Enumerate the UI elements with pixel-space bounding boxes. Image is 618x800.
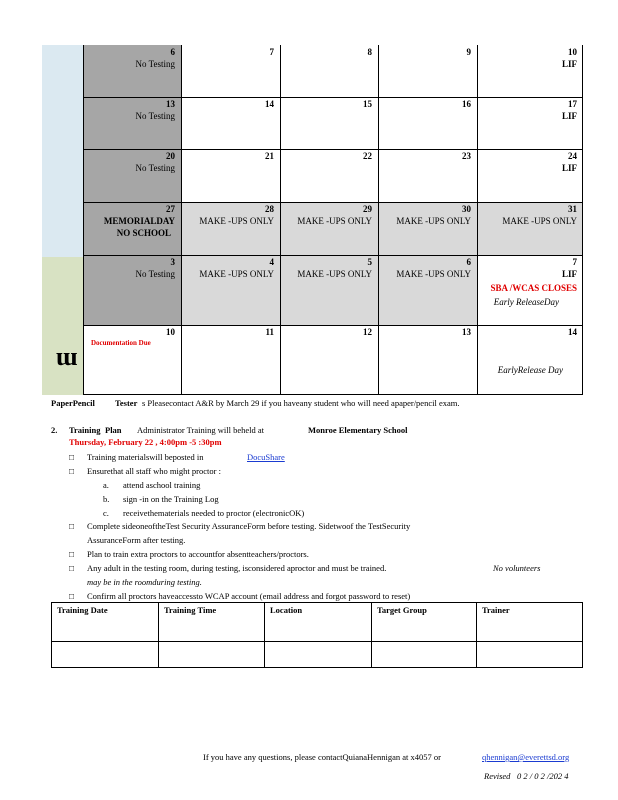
paper-pencil-label: PaperPencil bbox=[51, 398, 95, 408]
day-number: 31 bbox=[568, 204, 577, 214]
day-number: 14 bbox=[265, 99, 274, 109]
day-number: 29 bbox=[363, 204, 372, 214]
day-number: 20 bbox=[166, 151, 175, 161]
calendar-day bbox=[280, 149, 378, 202]
table-divider bbox=[371, 603, 372, 667]
day-number: 28 bbox=[265, 204, 274, 214]
month-label: m bbox=[56, 347, 78, 376]
volunteer-note: No volunteers bbox=[493, 563, 541, 573]
calendar-day bbox=[280, 255, 378, 325]
early-release-note: Early ReleaseDay bbox=[493, 297, 559, 307]
calendar-day bbox=[83, 255, 181, 325]
list-bullet: □ bbox=[69, 591, 75, 601]
day-note: LIF bbox=[561, 59, 577, 69]
footer-questions: If you have any questions, please contactQuianaHennigan at x4057 or bbox=[203, 752, 441, 762]
grid-line bbox=[83, 325, 583, 326]
list-bullet: □ bbox=[69, 549, 75, 559]
calendar-day bbox=[477, 149, 583, 202]
day-number: 24 bbox=[568, 151, 577, 161]
grid-line bbox=[83, 394, 583, 395]
day-note: No Testing bbox=[135, 111, 175, 121]
sidebar-top-band bbox=[42, 45, 83, 257]
table-header-date: Training Date bbox=[57, 605, 108, 615]
calendar-day bbox=[181, 255, 280, 325]
calendar-day bbox=[181, 325, 280, 395]
day-note: MAKE -UPS ONLY bbox=[297, 216, 372, 226]
day-number: 16 bbox=[462, 99, 471, 109]
table-divider bbox=[476, 603, 477, 667]
list-bullet: □ bbox=[69, 466, 75, 476]
list-bullet: b. bbox=[103, 494, 110, 504]
table-row-divider bbox=[52, 641, 582, 642]
training-number: 2. bbox=[51, 425, 58, 435]
calendar-day bbox=[378, 255, 477, 325]
day-note: MAKE -UPS ONLY bbox=[199, 216, 274, 226]
day-number: 7 bbox=[269, 47, 274, 57]
calendar-day bbox=[181, 97, 280, 149]
day-number: 10 bbox=[166, 327, 175, 337]
grid-line bbox=[83, 97, 583, 98]
day-note: LIF bbox=[561, 111, 577, 121]
day-number: 30 bbox=[462, 204, 471, 214]
calendar-day bbox=[83, 45, 181, 97]
table-divider bbox=[264, 603, 265, 667]
calendar-day bbox=[83, 202, 181, 255]
closing-notice: SBA /WCAS CLOSES bbox=[490, 283, 577, 293]
day-note-secondary: NO SCHOOL bbox=[116, 228, 171, 238]
list-item: Training materialswill beposted in bbox=[87, 452, 204, 462]
list-bullet: □ bbox=[69, 452, 75, 462]
footer-revised-date: 0 2 / 0 2 /202 4 bbox=[517, 771, 569, 781]
calendar-day bbox=[378, 45, 477, 97]
calendar-day bbox=[280, 202, 378, 255]
day-number: 7 bbox=[572, 257, 577, 267]
early-release-note: EarlyRelease Day bbox=[497, 365, 563, 375]
training-title-b: Plan bbox=[105, 425, 122, 435]
calendar-day bbox=[181, 202, 280, 255]
calendar-day bbox=[477, 255, 583, 325]
day-number: 17 bbox=[568, 99, 577, 109]
list-item: Ensurethat all staff who might proctor : bbox=[87, 466, 221, 476]
day-number: 13 bbox=[166, 99, 175, 109]
list-item: sign -in on the Training Log bbox=[123, 494, 219, 504]
day-note: No Testing bbox=[135, 59, 175, 69]
day-number: 9 bbox=[466, 47, 471, 57]
training-table bbox=[51, 602, 583, 668]
list-item: receivethematerials needed to proctor (electronicOK) bbox=[123, 508, 305, 518]
day-number: 14 bbox=[568, 327, 577, 337]
docushare-link[interactable]: DocuShare bbox=[247, 452, 285, 462]
list-item: Any adult in the testing room, during testing, isconsidered aproctor and must be trained. bbox=[87, 563, 387, 573]
day-note: LIF bbox=[561, 269, 577, 279]
day-number: 23 bbox=[462, 151, 471, 161]
day-number: 11 bbox=[265, 327, 274, 337]
calendar-day bbox=[83, 97, 181, 149]
grid-line bbox=[83, 149, 583, 150]
day-number: 22 bbox=[363, 151, 372, 161]
calendar-day bbox=[280, 97, 378, 149]
calendar-day bbox=[477, 97, 583, 149]
calendar-day bbox=[378, 97, 477, 149]
calendar-day bbox=[181, 45, 280, 97]
day-number: 12 bbox=[363, 327, 372, 337]
calendar-day bbox=[477, 202, 583, 255]
day-number: 3 bbox=[170, 257, 175, 267]
day-number: 21 bbox=[265, 151, 274, 161]
calendar-day bbox=[378, 202, 477, 255]
table-header-target-group: Target Group bbox=[377, 605, 427, 615]
day-number: 10 bbox=[568, 47, 577, 57]
calendar-day bbox=[181, 149, 280, 202]
table-header-time: Training Time bbox=[164, 605, 217, 615]
footer-email-link[interactable]: qhennigan@everettsd.org bbox=[482, 752, 570, 762]
paper-pencil-tester: Tester bbox=[115, 398, 138, 408]
list-bullet: □ bbox=[69, 563, 75, 573]
list-item: AssuranceForm after testing. bbox=[87, 535, 186, 545]
calendar-day bbox=[83, 325, 181, 395]
grid-line bbox=[83, 202, 583, 203]
day-number: 8 bbox=[367, 47, 372, 57]
table-divider bbox=[158, 603, 159, 667]
calendar-grid bbox=[83, 45, 583, 395]
training-title-c: Administrator Training will beheld at bbox=[137, 425, 265, 435]
documentation-due-note: Documentation Due bbox=[91, 339, 151, 347]
list-bullet: c. bbox=[103, 508, 109, 518]
day-number: 4 bbox=[269, 257, 274, 267]
grid-line bbox=[83, 255, 583, 256]
calendar-day bbox=[280, 325, 378, 395]
footer-revised-label: Revised bbox=[484, 771, 511, 781]
day-number: 15 bbox=[363, 99, 372, 109]
day-note: No Testing bbox=[135, 163, 175, 173]
list-item: attend aschool training bbox=[123, 480, 201, 490]
calendar-day bbox=[477, 45, 583, 97]
calendar-day bbox=[477, 325, 583, 395]
calendar-day bbox=[378, 149, 477, 202]
day-note: No Testing bbox=[135, 269, 175, 279]
calendar-day bbox=[83, 149, 181, 202]
day-note: MAKE -UPS ONLY bbox=[396, 269, 471, 279]
table-header-trainer: Trainer bbox=[482, 605, 510, 615]
list-item: Plan to train extra proctors to accountfor absentteachers/proctors. bbox=[87, 549, 309, 559]
day-number: 6 bbox=[466, 257, 471, 267]
list-bullet: □ bbox=[69, 521, 75, 531]
list-bullet: a. bbox=[103, 480, 109, 490]
day-note: MAKE -UPS ONLY bbox=[199, 269, 274, 279]
training-title-a: Training bbox=[69, 425, 101, 435]
day-number: 13 bbox=[462, 327, 471, 337]
volunteer-note: may be in the roomduring testing. bbox=[87, 577, 202, 587]
paper-pencil-text: s Pleasecontact A&R by March 29 if you haveany student who will need apaper/pencil exam. bbox=[142, 398, 460, 408]
day-note: MEMORIALDAY bbox=[103, 216, 175, 226]
list-item: Confirm all proctors haveaccessto WCAP account (email address and forgot password to reset) bbox=[87, 591, 411, 601]
training-school: Monroe Elementary School bbox=[308, 425, 408, 435]
table-header-location: Location bbox=[270, 605, 303, 615]
day-number: 27 bbox=[166, 204, 175, 214]
training-date: Thursday, February 22 , 4:00pm -5 :30pm bbox=[69, 437, 222, 447]
day-number: 5 bbox=[367, 257, 372, 267]
day-note: MAKE -UPS ONLY bbox=[297, 269, 372, 279]
day-number: 6 bbox=[170, 47, 175, 57]
list-item: Complete sideoneoftheTest Security AssuranceForm before testing. Sidetwoof the TestSecurity bbox=[87, 521, 411, 531]
calendar-day bbox=[378, 325, 477, 395]
day-note: LIF bbox=[561, 163, 577, 173]
day-note: MAKE -UPS ONLY bbox=[502, 216, 577, 226]
day-note: MAKE -UPS ONLY bbox=[396, 216, 471, 226]
calendar-day bbox=[280, 45, 378, 97]
